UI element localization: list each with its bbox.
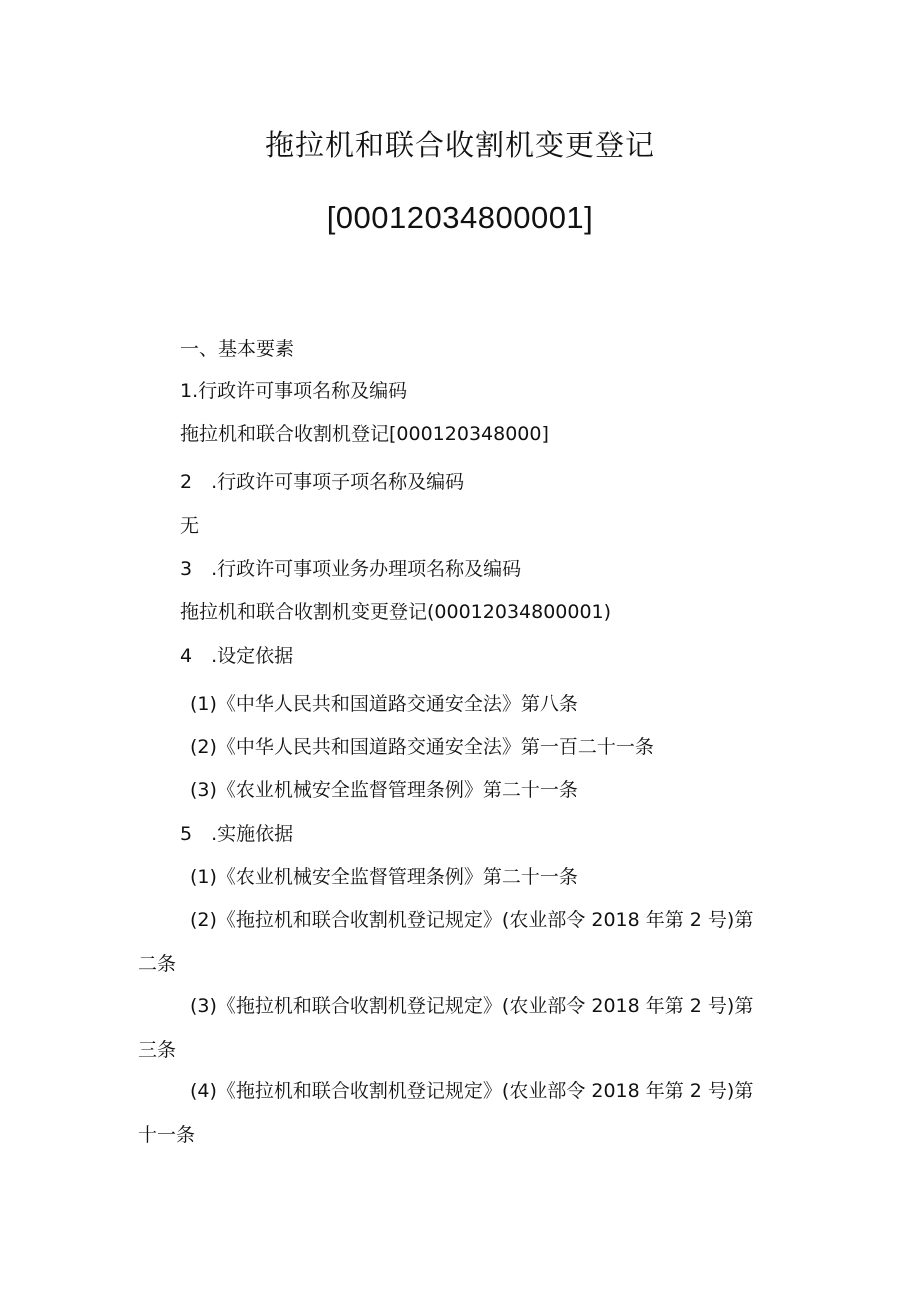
item-4-basis-3: (3)《农业机械安全监督管理条例》第二十一条: [190, 779, 578, 801]
item-4-label: 4 .设定依据: [180, 645, 294, 667]
document-title: 拖拉机和联合收割机变更登记: [264, 128, 655, 162]
item-5-basis-2-continuation: 二条: [138, 953, 177, 975]
item-5-basis-1: (1)《农业机械安全监督管理条例》第二十一条: [190, 866, 578, 888]
item-5-basis-3-continuation: 三条: [138, 1039, 177, 1061]
item-1-value: 拖拉机和联合收割机登记[000120348000]: [180, 423, 549, 445]
item-5-label: 5 .实施依据: [180, 823, 294, 845]
document-code: [00012034800001]: [326, 200, 594, 235]
item-4-basis-2: (2)《中华人民共和国道路交通安全法》第一百二十一条: [190, 736, 654, 758]
item-2-value: 无: [180, 515, 200, 537]
item-1-label: 1.行政许可事项名称及编码: [180, 380, 408, 402]
item-2-label: 2 .行政许可事项子项名称及编码: [180, 471, 465, 493]
item-3-label: 3 .行政许可事项业务办理项名称及编码: [180, 558, 522, 580]
item-4-basis-1: (1)《中华人民共和国道路交通安全法》第八条: [190, 693, 578, 715]
item-5-basis-4-continuation: 十一条: [138, 1124, 196, 1146]
section-heading-basic-elements: 一、基本要素: [180, 338, 295, 360]
item-5-basis-2: (2)《拖拉机和联合收割机登记规定》(农业部令 2018 年第 2 号)第: [190, 909, 754, 931]
item-5-basis-3: (3)《拖拉机和联合收割机登记规定》(农业部令 2018 年第 2 号)第: [190, 995, 754, 1017]
item-5-basis-4: (4)《拖拉机和联合收割机登记规定》(农业部令 2018 年第 2 号)第: [190, 1080, 754, 1102]
item-3-value: 拖拉机和联合收割机变更登记(00012034800001): [180, 601, 612, 623]
